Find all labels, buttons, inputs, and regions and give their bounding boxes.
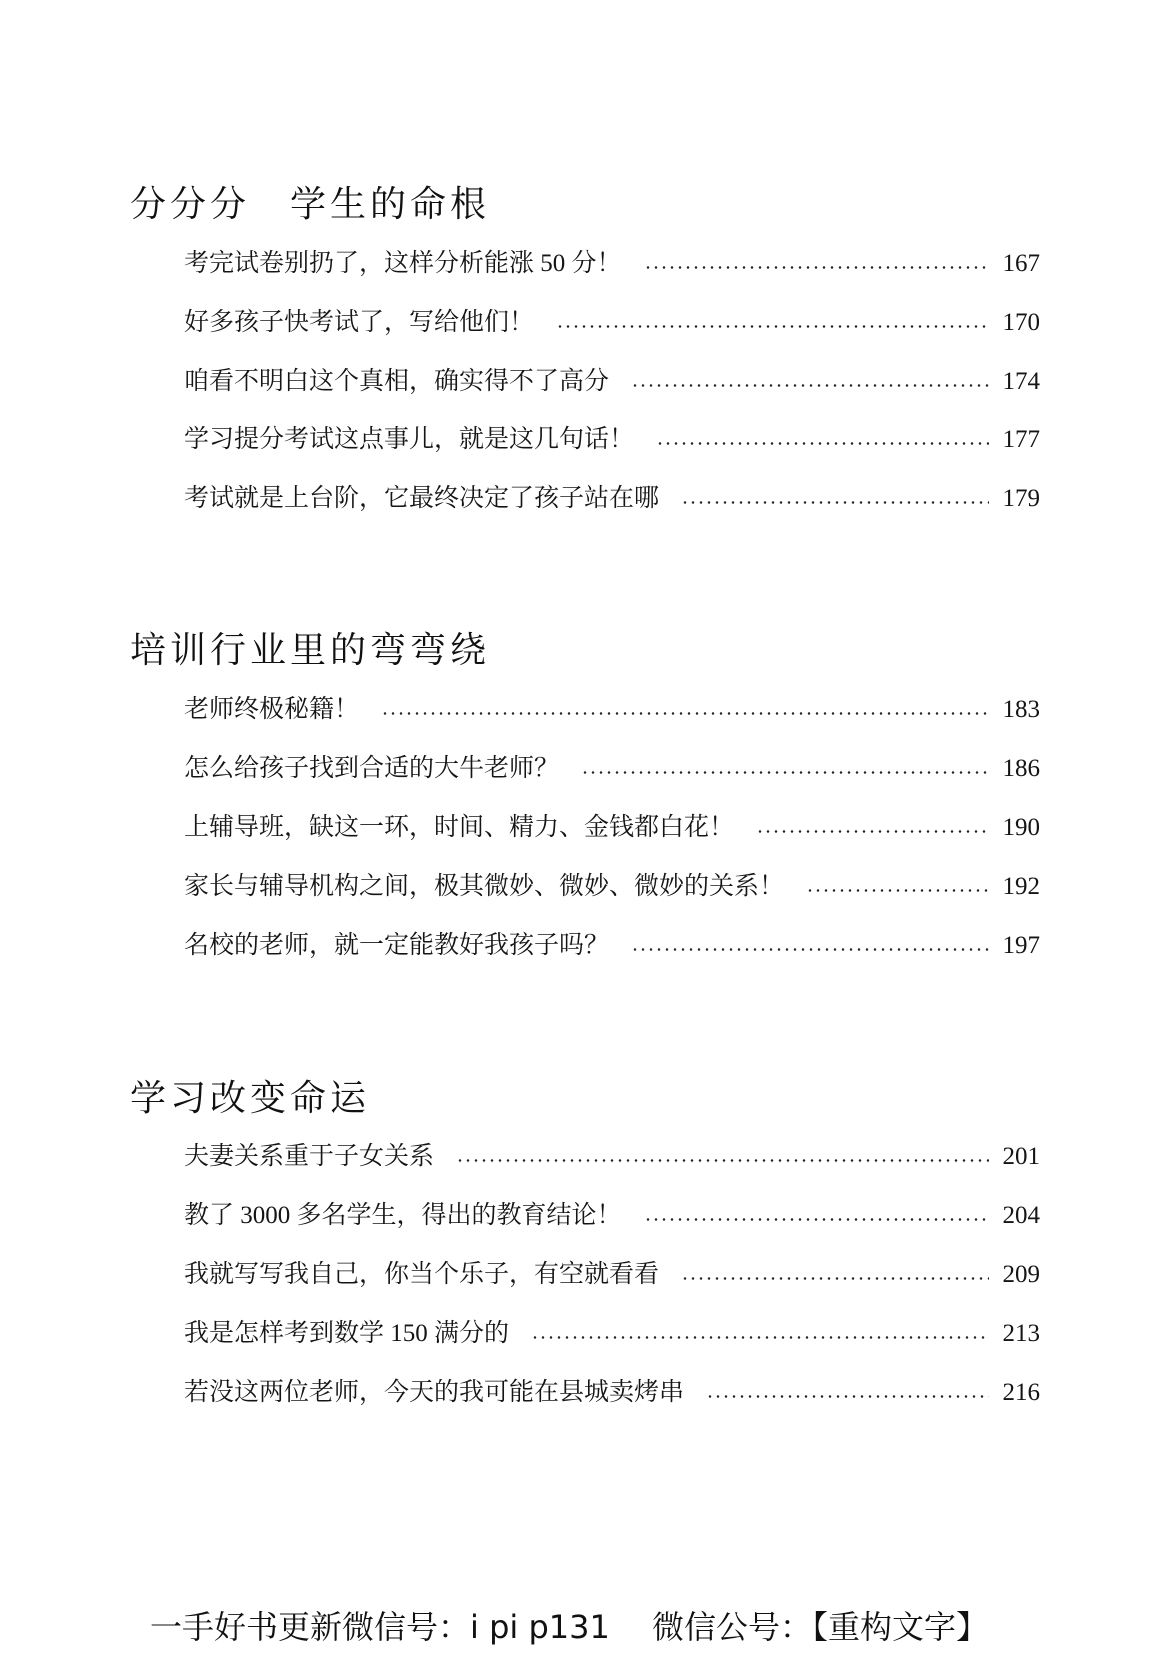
- dot-leader: [644, 266, 989, 269]
- toc-entry[interactable]: [184, 1316, 1040, 1352]
- dot-leader: [681, 1277, 988, 1280]
- dot-leader: [631, 384, 988, 387]
- entry-page-number: 209: [1002, 1261, 1040, 1288]
- section-title: 学习改变命运: [130, 1078, 371, 1119]
- dot-leader: [706, 1395, 988, 1398]
- dot-leader: [656, 442, 988, 445]
- entry-title: 老师终极秘籍！: [184, 696, 360, 723]
- entry-title: 若没这两位老师，今天的我可能在县城卖烤串: [184, 1379, 685, 1406]
- toc-entry[interactable]: [184, 1139, 1040, 1175]
- entry-title: 考试就是上台阶，它最终决定了孩子站在哪: [184, 485, 660, 512]
- entry-page-number: 179: [1002, 485, 1040, 512]
- entry-page-number: 174: [1002, 368, 1040, 395]
- dot-leader: [644, 1218, 989, 1221]
- dot-leader: [556, 325, 988, 328]
- entry-page-number: 216: [1002, 1379, 1040, 1406]
- section-title: 培训行业里的弯弯绕: [130, 630, 491, 671]
- entry-title: 怎么给孩子找到合适的大牛老师？: [184, 755, 560, 782]
- dot-leader: [631, 948, 988, 951]
- dot-leader: [681, 501, 988, 504]
- entry-page-number: 192: [1002, 873, 1040, 900]
- toc-entry[interactable]: [184, 364, 1040, 400]
- toc-entry[interactable]: [184, 810, 1040, 846]
- dot-leader: [581, 771, 988, 774]
- entry-title: 学习提分考试这点事儿，就是这几句话！: [184, 426, 635, 453]
- dot-leader: [381, 712, 988, 715]
- entry-title: 考完试卷别扔了，这样分析能涨 50 分！: [184, 250, 622, 277]
- toc-entry[interactable]: [184, 869, 1040, 905]
- entry-title: 我是怎样考到数学 150 满分的: [184, 1320, 510, 1347]
- toc-entry[interactable]: [184, 1198, 1040, 1234]
- toc-entry[interactable]: [184, 1375, 1040, 1411]
- entry-title: 我就写写我自己，你当个乐子，有空就看看: [184, 1261, 660, 1288]
- entry-page-number: 170: [1002, 309, 1040, 336]
- entry-page-number: 186: [1002, 755, 1040, 782]
- entry-title: 名校的老师，就一定能教好我孩子吗？: [184, 932, 610, 959]
- toc-entry[interactable]: [184, 305, 1040, 341]
- entry-title: 教了 3000 多名学生，得出的教育结论！: [184, 1202, 622, 1229]
- toc-entry[interactable]: [184, 751, 1040, 787]
- toc-entry[interactable]: [184, 246, 1040, 282]
- entry-page-number: 167: [1002, 250, 1040, 277]
- dot-leader: [806, 889, 988, 892]
- toc-entry[interactable]: [184, 692, 1040, 728]
- entry-title: 咱看不明白这个真相，确实得不了高分: [184, 368, 610, 395]
- entry-page-number: 190: [1002, 814, 1040, 841]
- dot-leader: [756, 830, 988, 833]
- toc-entry[interactable]: [184, 481, 1040, 517]
- entry-page-number: 197: [1002, 932, 1040, 959]
- entry-page-number: 177: [1002, 426, 1040, 453]
- section-title: 分分分 学生的命根: [130, 184, 491, 225]
- toc-entry[interactable]: [184, 928, 1040, 964]
- dot-leader: [456, 1159, 988, 1162]
- entry-page-number: 183: [1002, 696, 1040, 723]
- entry-page-number: 213: [1002, 1320, 1040, 1347]
- entry-title: 夫妻关系重于子女关系: [184, 1143, 435, 1170]
- entry-title: 好多孩子快考试了，写给他们！: [184, 309, 535, 336]
- entry-page-number: 201: [1002, 1143, 1040, 1170]
- footer-watermark-text: 一手好书更新微信号：i pi p131 微信公号：【重构文字】: [150, 1608, 989, 1646]
- entry-title: 上辅导班，缺这一环，时间、精力、金钱都白花！: [184, 814, 735, 841]
- entry-page-number: 204: [1002, 1202, 1040, 1229]
- toc-entry[interactable]: [184, 422, 1040, 458]
- entry-title: 家长与辅导机构之间，极其微妙、微妙、微妙的关系！: [184, 873, 785, 900]
- dot-leader: [531, 1336, 988, 1339]
- toc-entry[interactable]: [184, 1257, 1040, 1293]
